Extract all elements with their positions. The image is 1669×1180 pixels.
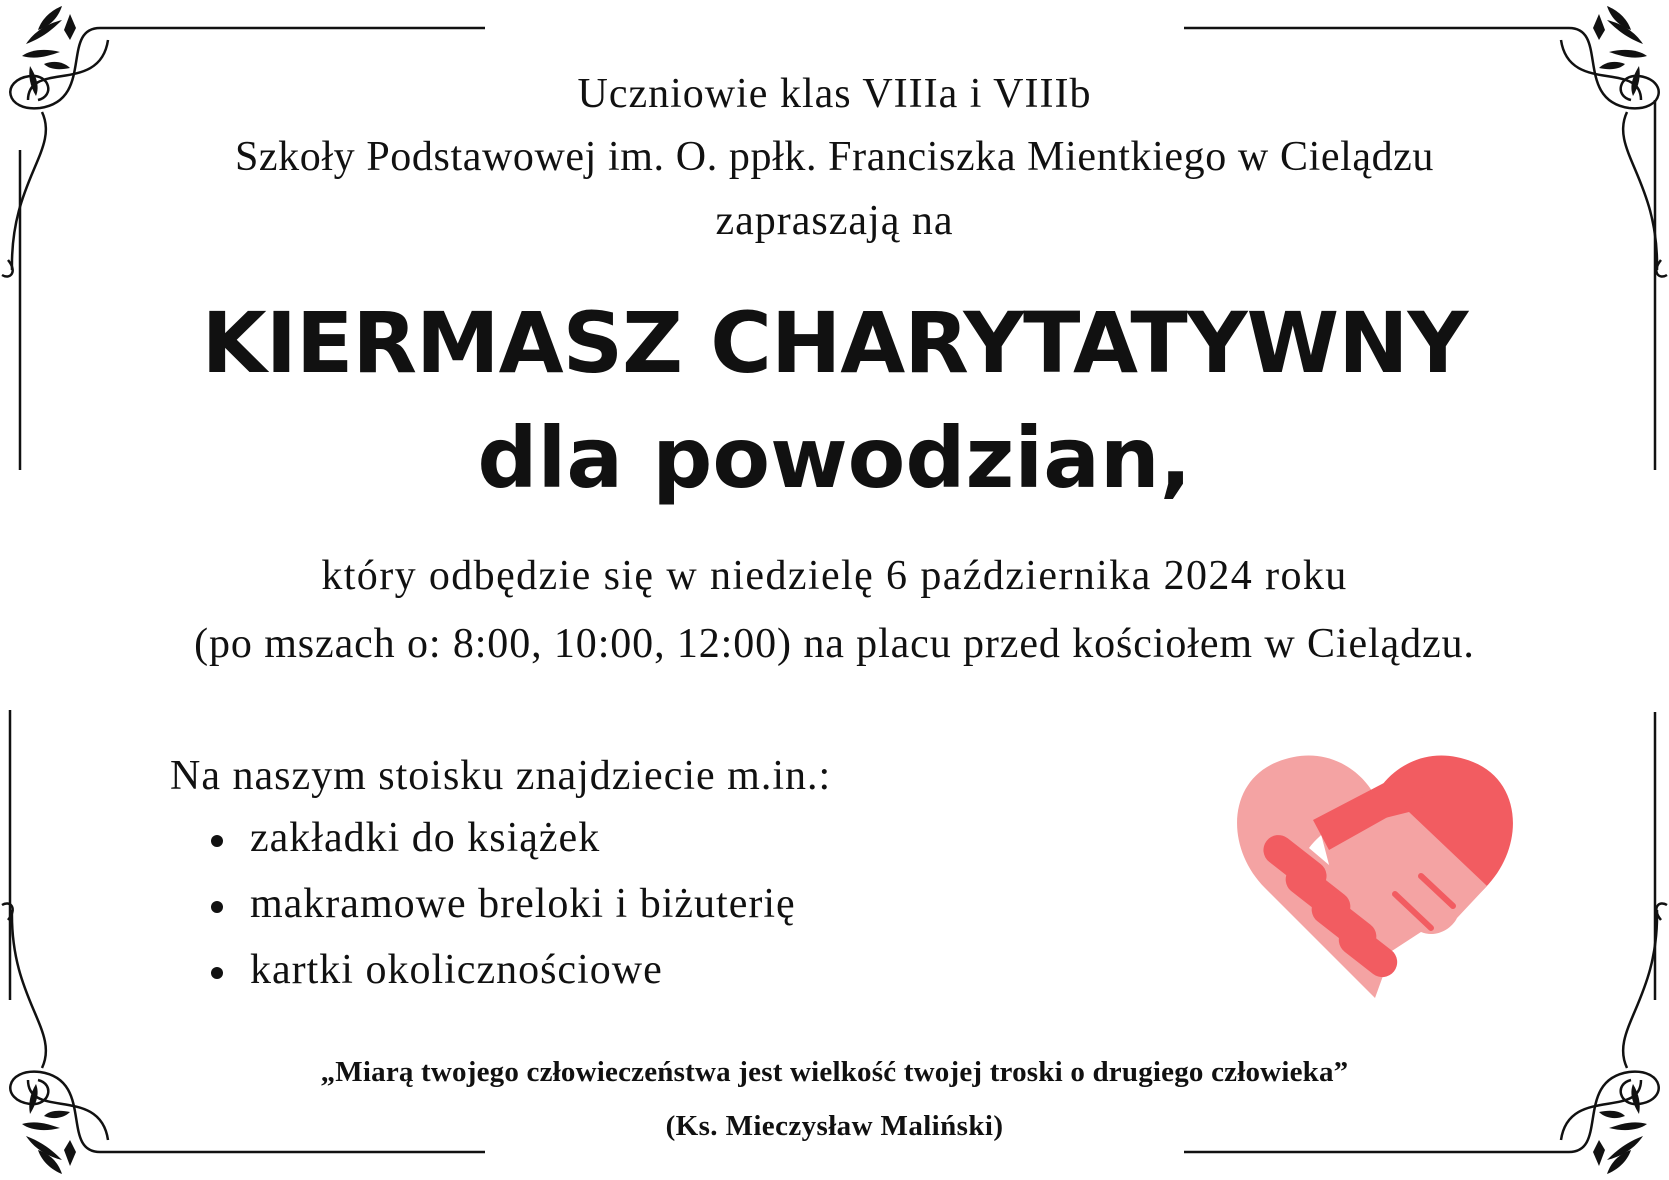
offer-item: zakładki do książek xyxy=(170,814,831,880)
handshake-heart-icon xyxy=(1225,730,1525,1010)
quote-text: „Miarą twojego człowieczeństwa jest wielkość twojej troski o drugiego człowieka” xyxy=(320,1056,1349,1088)
offer-intro: Na naszym stoisku znajdziecie m.in.: xyxy=(170,753,832,799)
intro-line-2: Szkoły Podstawowej im. O. ppłk. Franciszka Mientkiego w Cielądzu xyxy=(234,134,1435,180)
event-date-line: który odbędzie się w niedzielę 6 października 2024 roku xyxy=(321,553,1348,599)
title-line-1: KIERMASZ CHARYTATYWNY xyxy=(201,294,1468,392)
offer-list xyxy=(170,814,831,1012)
title-line-2: dla powodzian, xyxy=(477,409,1192,507)
offer-item: kartki okolicznościowe xyxy=(170,946,831,1012)
offer-section xyxy=(170,752,831,1012)
offer-item: makramowe breloki i biżuterię xyxy=(170,880,831,946)
intro-line-3: zapraszają na xyxy=(715,198,954,244)
intro-line-1: Uczniowie klas VIIIa i VIIIb xyxy=(577,71,1092,117)
quote-author: (Ks. Mieczysław Maliński) xyxy=(665,1110,1004,1142)
event-place-line: (po mszach o: 8:00, 10:00, 12:00) na placu przed kościołem w Cielądzu. xyxy=(194,621,1475,667)
